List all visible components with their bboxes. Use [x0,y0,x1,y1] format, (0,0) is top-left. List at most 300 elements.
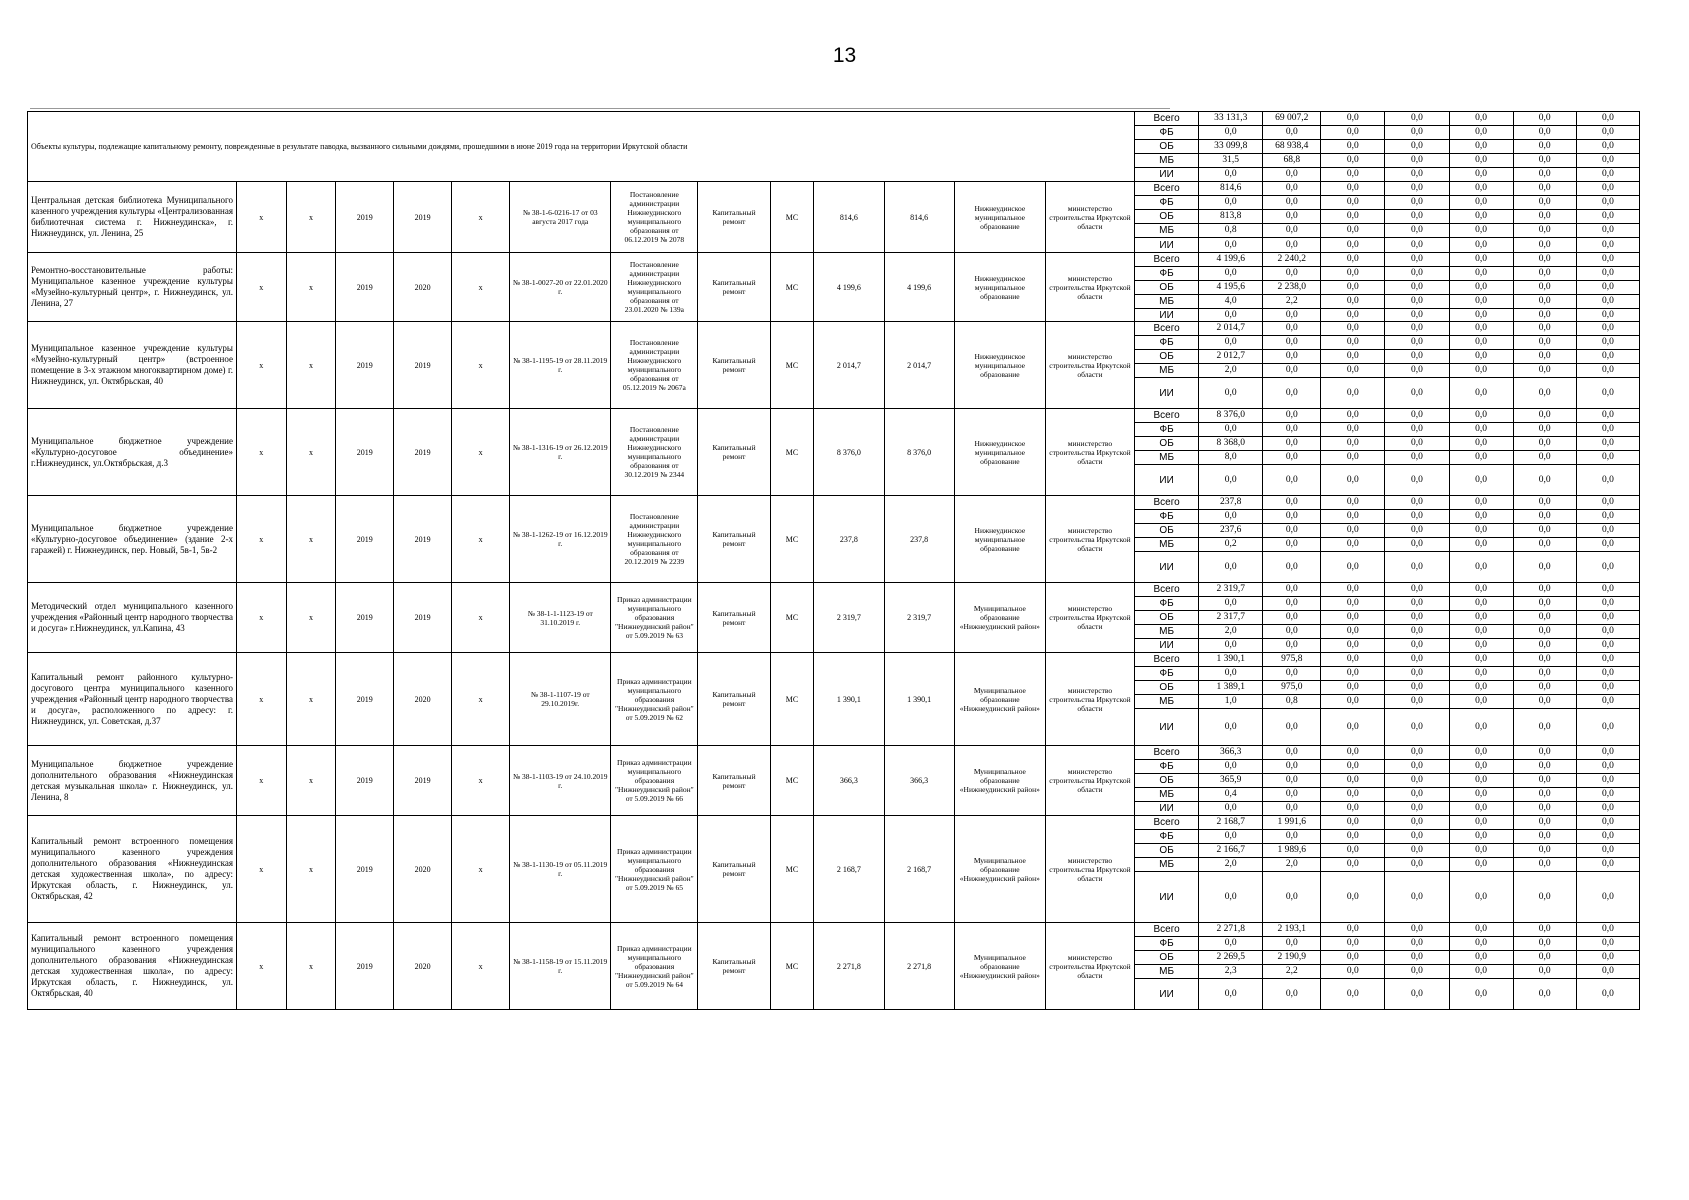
funding-value: 0,0 [1513,322,1576,336]
funding-value: 0,0 [1321,667,1385,681]
cost-limit: 2 319,7 [884,583,954,653]
funding-value: 0,0 [1321,140,1385,154]
funding-value: 0,0 [1513,253,1576,267]
funding-value: 0,0 [1449,597,1513,611]
funding-value: 0,0 [1385,238,1449,253]
funding-value: 0,0 [1449,295,1513,309]
funding-value: 0,0 [1576,552,1639,583]
funding-value: 0,0 [1576,611,1639,625]
funding-value: 0,0 [1263,788,1321,802]
funding-value: 0,0 [1449,267,1513,281]
funding-value: 0,0 [1263,496,1321,510]
funding-value: 0,0 [1576,224,1639,238]
customer: Муниципальное образование «Нижнеудинский район» [954,923,1045,1010]
funding-value: 0,0 [1576,409,1639,423]
funding-value: 0,0 [1576,423,1639,437]
funding-value: 4,0 [1199,295,1263,309]
funding-value: 0,0 [1576,538,1639,552]
funding-value: 0,0 [1449,112,1513,126]
funding-value: 0,0 [1321,653,1385,667]
funding-value: 0,0 [1263,238,1321,253]
funding-value: 0,0 [1449,788,1513,802]
funding-value: 0,0 [1385,182,1449,196]
funding-value: 0,0 [1321,774,1385,788]
funding-value: 2,0 [1199,364,1263,378]
funding-value: 0,0 [1263,336,1321,350]
funding-value: 0,0 [1385,336,1449,350]
funding-value: 0,0 [1321,760,1385,774]
cost-estimate: 814,6 [814,182,884,253]
cost-limit: 366,3 [884,746,954,816]
funding-level: ИИ [1135,802,1199,816]
funding-value: 0,0 [1576,267,1639,281]
funding-value: 0,0 [1321,597,1385,611]
table-row [28,112,1640,126]
funding-value: 0,0 [1576,951,1639,965]
funding-level: ФБ [1135,667,1199,681]
funding-value: 0,0 [1199,465,1263,496]
col-marker: x [236,182,286,253]
funding-value: 0,0 [1513,224,1576,238]
funding-value: 2 014,7 [1199,322,1263,336]
work-type: Капитальный ремонт [698,746,770,816]
funding-value: 8 368,0 [1199,437,1263,451]
object-name: Муниципальное бюджетное учреждение «Культурно-досуговое объединение» (здание 2-х гаражей) г. Нижнеудинск, пер. Новый, 5в-1, 5в-2 [28,496,237,583]
funding-value: 0,0 [1513,923,1576,937]
object-name: Капитальный ремонт районного культурно-досугового центра муниципального казенного учреждения «Районный центр народного творчества и досуга», расположенного по адресу: г. Нижнеудинск, ул. Советская, д.37 [28,653,237,746]
funding-value: 0,0 [1199,238,1263,253]
funding-value: 0,0 [1449,923,1513,937]
funding-value: 0,0 [1576,437,1639,451]
funding-value: 975,0 [1263,681,1321,695]
funding-level: ФБ [1135,196,1199,210]
funding-value: 0,0 [1385,788,1449,802]
col-marker: x [236,583,286,653]
funding-value: 0,2 [1199,538,1263,552]
funding-level: МБ [1135,788,1199,802]
funding-value: 0,0 [1385,409,1449,423]
funding-value: 0,0 [1321,923,1385,937]
funding-value: 0,0 [1449,844,1513,858]
funding-value: 0,0 [1385,695,1449,709]
funding-value: 0,0 [1385,364,1449,378]
funding-value: 0,0 [1513,583,1576,597]
funding-value: 0,0 [1576,196,1639,210]
cost-estimate: 2 168,7 [814,816,884,923]
funding-value: 2 319,7 [1199,583,1263,597]
funding-level: ФБ [1135,937,1199,951]
funding-value: 0,0 [1385,437,1449,451]
funding-value: 0,0 [1321,238,1385,253]
col-marker: x [452,322,510,409]
funding-value: 0,0 [1385,140,1449,154]
funding-value: 0,0 [1576,510,1639,524]
expertise-conclusion: № 38-1-1-1123-19 от 31.10.2019 г. [510,583,611,653]
decision-document: Постановление администрации Нижнеудинского муниципального образования от 06.12.2019 № 2078 [611,182,698,253]
funding-value: 2 317,7 [1199,611,1263,625]
funding-value: 0,0 [1449,281,1513,295]
funding-value: 0,0 [1449,625,1513,639]
col-marker: x [452,182,510,253]
funding-value: 0,0 [1321,112,1385,126]
funding-value: 0,0 [1199,760,1263,774]
funding-level: ОБ [1135,281,1199,295]
customer: Нижнеудинское муниципальное образование [954,322,1045,409]
end-year: 2019 [394,322,452,409]
funding-value: 0,0 [1321,378,1385,409]
funding-value: 0,0 [1576,597,1639,611]
funding-value: 0,0 [1385,552,1449,583]
funding-level: ОБ [1135,210,1199,224]
funding-level: ФБ [1135,597,1199,611]
funding-value: 0,0 [1449,378,1513,409]
funding-level: Всего [1135,653,1199,667]
funding-level: ОБ [1135,140,1199,154]
funding-value: 0,0 [1513,350,1576,364]
col-marker: x [236,923,286,1010]
funding-value: 0,0 [1576,154,1639,168]
funding-value: 0,0 [1385,253,1449,267]
start-year: 2019 [336,409,394,496]
funding-value: 0,0 [1576,112,1639,126]
funding-level: МБ [1135,625,1199,639]
funding-value: 366,3 [1199,746,1263,760]
funding-value: 0,0 [1385,210,1449,224]
funding-value: 0,0 [1449,510,1513,524]
customer: Муниципальное образование «Нижнеудинский район» [954,583,1045,653]
funding-value: 8 376,0 [1199,409,1263,423]
col-marker: x [286,182,336,253]
funding-value: 0,0 [1576,451,1639,465]
funding-value: 0,0 [1263,802,1321,816]
funding-value: 0,0 [1385,126,1449,140]
funding-value: 1 991,6 [1263,816,1321,830]
col-marker: x [236,496,286,583]
funding-value: 0,0 [1449,639,1513,653]
funding-value: 0,0 [1576,378,1639,409]
funding-level: ФБ [1135,423,1199,437]
funding-value: 0,0 [1321,409,1385,423]
col-marker: x [452,816,510,923]
chief-administrator: министерство строительства Иркутской области [1045,253,1134,322]
cost-limit: 2 168,7 [884,816,954,923]
funding-value: 0,0 [1321,253,1385,267]
funding-value: 0,0 [1321,802,1385,816]
funding-value: 0,0 [1449,168,1513,182]
cost-estimate: 2 014,7 [814,322,884,409]
funding-value: 0,0 [1449,858,1513,872]
table-row [28,496,1640,510]
funding-value: 0,0 [1576,746,1639,760]
col-marker: x [452,923,510,1010]
funding-value: 0,0 [1321,224,1385,238]
funding-value: 0,0 [1513,858,1576,872]
funding-value: 0,0 [1321,872,1385,923]
funding-value: 0,0 [1199,597,1263,611]
funding-value: 0,0 [1449,937,1513,951]
object-type: МС [770,409,813,496]
work-type: Капитальный ремонт [698,409,770,496]
expertise-conclusion: № 38-1-6-0216-17 от 03 августа 2017 года [510,182,611,253]
funding-value: 0,0 [1449,350,1513,364]
funding-value: 0,0 [1576,295,1639,309]
col-marker: x [286,409,336,496]
decision-document: Приказ администрации муниципального образования "Нижнеудинский район" от 5.09.2019 № 62 [611,653,698,746]
funding-level: ИИ [1135,238,1199,253]
object-name: Ремонтно-восстановительные работы: Муниципальное казенное учреждение культуры «Музейно-культурный центр», г. Нижнеудинск, ул. Ленина, 27 [28,253,237,322]
funding-value: 975,8 [1263,653,1321,667]
funding-value: 0,0 [1385,746,1449,760]
funding-value: 0,0 [1449,210,1513,224]
funding-value: 0,0 [1263,937,1321,951]
funding-value: 0,0 [1449,496,1513,510]
customer: Муниципальное образование «Нижнеудинский район» [954,653,1045,746]
funding-value: 0,0 [1263,210,1321,224]
funding-value: 0,0 [1449,154,1513,168]
funding-level: ФБ [1135,267,1199,281]
expertise-conclusion: № 38-1-1130-19 от 05.11.2019 г. [510,816,611,923]
funding-value: 0,0 [1321,788,1385,802]
funding-value: 0,0 [1513,524,1576,538]
funding-value: 365,9 [1199,774,1263,788]
funding-value: 0,0 [1199,639,1263,653]
funding-value: 0,0 [1385,538,1449,552]
customer: Нижнеудинское муниципальное образование [954,409,1045,496]
funding-value: 0,0 [1513,140,1576,154]
funding-value: 0,0 [1576,923,1639,937]
table-body [28,112,1640,1010]
cost-limit: 237,8 [884,496,954,583]
object-name: Муниципальное казенное учреждение культуры «Музейно-культурный центр» (встроенное помещение в 3-х этажном многоквартирном доме) г. Нижнеудинск, ул. Октябрьская, 40 [28,322,237,409]
funding-value: 0,0 [1513,538,1576,552]
funding-value: 0,0 [1449,364,1513,378]
funding-value: 0,0 [1263,322,1321,336]
funding-value: 2 166,7 [1199,844,1263,858]
funding-value: 0,0 [1449,451,1513,465]
decision-document: Приказ администрации муниципального образования "Нижнеудинский район" от 5.09.2019 № 66 [611,746,698,816]
funding-value: 0,0 [1513,112,1576,126]
funding-value: 0,0 [1385,451,1449,465]
funding-level: ОБ [1135,681,1199,695]
funding-value: 0,0 [1263,583,1321,597]
start-year: 2019 [336,496,394,583]
funding-value: 0,0 [1513,816,1576,830]
funding-level: ИИ [1135,872,1199,923]
object-name: Центральная детская библиотека Муниципального казенного учреждения культуры «Централизованная библиотечная система г. Нижнеудинска», г. Нижнеудинск, ул. Ленина, 25 [28,182,237,253]
funding-value: 0,0 [1385,168,1449,182]
start-year: 2019 [336,253,394,322]
funding-value: 0,0 [1321,126,1385,140]
funding-level: Всего [1135,923,1199,937]
funding-value: 0,0 [1199,168,1263,182]
funding-value: 0,0 [1263,423,1321,437]
funding-value: 0,0 [1385,510,1449,524]
table-row [28,746,1640,760]
end-year: 2020 [394,816,452,923]
funding-value: 4 195,6 [1199,281,1263,295]
funding-level: Всего [1135,409,1199,423]
funding-value: 1 389,1 [1199,681,1263,695]
funding-value: 0,0 [1513,979,1576,1010]
funding-value: 33 099,8 [1199,140,1263,154]
funding-value: 0,0 [1385,267,1449,281]
funding-value: 0,0 [1199,667,1263,681]
funding-value: 0,0 [1199,423,1263,437]
funding-value: 0,0 [1513,182,1576,196]
funding-value: 0,0 [1385,816,1449,830]
funding-value: 2,2 [1263,965,1321,979]
funding-value: 0,0 [1321,510,1385,524]
object-name: Муниципальное бюджетное учреждение «Культурно-досуговое объединение» г.Нижнеудинск, ул.Октябрьская, д.3 [28,409,237,496]
funding-value: 0,0 [1385,224,1449,238]
funding-value: 0,0 [1385,611,1449,625]
funding-value: 0,0 [1321,451,1385,465]
funding-value: 0,0 [1513,409,1576,423]
col-marker: x [452,746,510,816]
expertise-conclusion: № 38-1-1107-19 от 29.10.2019г. [510,653,611,746]
customer: Нижнеудинское муниципальное образование [954,496,1045,583]
funding-value: 0,0 [1449,583,1513,597]
funding-value: 0,0 [1513,437,1576,451]
funding-value: 0,0 [1513,378,1576,409]
funding-value: 0,0 [1321,844,1385,858]
funding-value: 0,0 [1449,253,1513,267]
funding-value: 0,0 [1513,168,1576,182]
object-type: МС [770,923,813,1010]
table-row [28,653,1640,667]
funding-value: 0,0 [1576,802,1639,816]
funding-value: 0,0 [1321,937,1385,951]
table-row [28,583,1640,597]
funding-value: 0,0 [1576,350,1639,364]
cost-estimate: 2 319,7 [814,583,884,653]
decision-document: Постановление администрации Нижнеудинского муниципального образования от 30.12.2019 № 2344 [611,409,698,496]
funding-value: 0,0 [1449,709,1513,746]
funding-value: 0,0 [1263,538,1321,552]
funding-value: 0,0 [1449,979,1513,1010]
funding-value: 0,0 [1263,639,1321,653]
cost-estimate: 237,8 [814,496,884,583]
col-marker: x [236,816,286,923]
col-marker: x [286,923,336,1010]
funding-value: 8,0 [1199,451,1263,465]
funding-value: 0,0 [1385,309,1449,322]
funding-value: 0,0 [1385,597,1449,611]
funding-value: 0,0 [1513,336,1576,350]
end-year: 2019 [394,496,452,583]
funding-value: 0,0 [1385,937,1449,951]
chief-administrator: министерство строительства Иркутской области [1045,583,1134,653]
funding-value: 0,0 [1449,196,1513,210]
funding-level: ИИ [1135,979,1199,1010]
customer: Нижнеудинское муниципальное образование [954,182,1045,253]
chief-administrator: министерство строительства Иркутской области [1045,816,1134,923]
funding-level: ИИ [1135,168,1199,182]
object-type: МС [770,496,813,583]
funding-value: 0,0 [1449,465,1513,496]
cost-estimate: 1 390,1 [814,653,884,746]
funding-value: 0,0 [1513,802,1576,816]
end-year: 2020 [394,253,452,322]
funding-value: 0,0 [1321,538,1385,552]
cost-limit: 1 390,1 [884,653,954,746]
funding-value: 0,0 [1385,760,1449,774]
funding-value: 0,0 [1513,709,1576,746]
work-type: Капитальный ремонт [698,816,770,923]
funding-value: 0,0 [1449,126,1513,140]
col-marker: x [286,653,336,746]
funding-value: 0,0 [1513,625,1576,639]
cost-estimate: 366,3 [814,746,884,816]
funding-value: 0,0 [1449,538,1513,552]
funding-value: 0,0 [1263,364,1321,378]
funding-value: 0,0 [1321,816,1385,830]
funding-value: 0,0 [1321,524,1385,538]
funding-value: 2,0 [1199,858,1263,872]
funding-value: 0,0 [1449,182,1513,196]
funding-value: 2,0 [1263,858,1321,872]
funding-value: 0,0 [1385,524,1449,538]
funding-value: 0,0 [1513,695,1576,709]
funding-value: 0,0 [1576,583,1639,597]
funding-value: 0,0 [1576,858,1639,872]
funding-value: 0,0 [1385,667,1449,681]
funding-value: 0,0 [1321,267,1385,281]
start-year: 2019 [336,583,394,653]
funding-value: 0,0 [1385,709,1449,746]
funding-value: 0,0 [1321,695,1385,709]
decision-document: Приказ администрации муниципального образования "Нижнеудинский район" от 5.09.2019 № 65 [611,816,698,923]
expertise-conclusion: № 38-1-0027-20 от 22.01.2020 г. [510,253,611,322]
funding-value: 0,0 [1321,625,1385,639]
funding-value: 0,0 [1513,451,1576,465]
funding-level: ОБ [1135,951,1199,965]
funding-level: МБ [1135,154,1199,168]
funding-value: 0,0 [1385,844,1449,858]
expertise-conclusion: № 38-1-1103-19 от 24.10.2019 г. [510,746,611,816]
customer: Муниципальное образование «Нижнеудинский район» [954,746,1045,816]
end-year: 2020 [394,653,452,746]
funding-value: 0,0 [1576,182,1639,196]
funding-value: 0,0 [1321,423,1385,437]
funding-value: 0,0 [1576,816,1639,830]
start-year: 2019 [336,923,394,1010]
funding-value: 0,0 [1385,281,1449,295]
funding-value: 0,0 [1199,979,1263,1010]
funding-value: 0,0 [1513,423,1576,437]
funding-value: 0,0 [1385,322,1449,336]
funding-value: 0,0 [1263,168,1321,182]
funding-value: 0,0 [1576,238,1639,253]
funding-value: 0,0 [1321,336,1385,350]
cost-limit: 8 376,0 [884,409,954,496]
object-type: МС [770,653,813,746]
funding-value: 0,0 [1321,210,1385,224]
col-marker: x [286,746,336,816]
funding-value: 0,0 [1576,524,1639,538]
funding-value: 0,0 [1513,681,1576,695]
funding-level: Всего [1135,182,1199,196]
funding-value: 0,0 [1321,465,1385,496]
funding-value: 0,0 [1263,409,1321,423]
funding-value: 0,0 [1576,774,1639,788]
funding-value: 0,0 [1199,196,1263,210]
funding-value: 0,0 [1385,496,1449,510]
funding-value: 0,0 [1576,496,1639,510]
funding-value: 0,0 [1263,465,1321,496]
funding-value: 0,0 [1576,937,1639,951]
start-year: 2019 [336,182,394,253]
